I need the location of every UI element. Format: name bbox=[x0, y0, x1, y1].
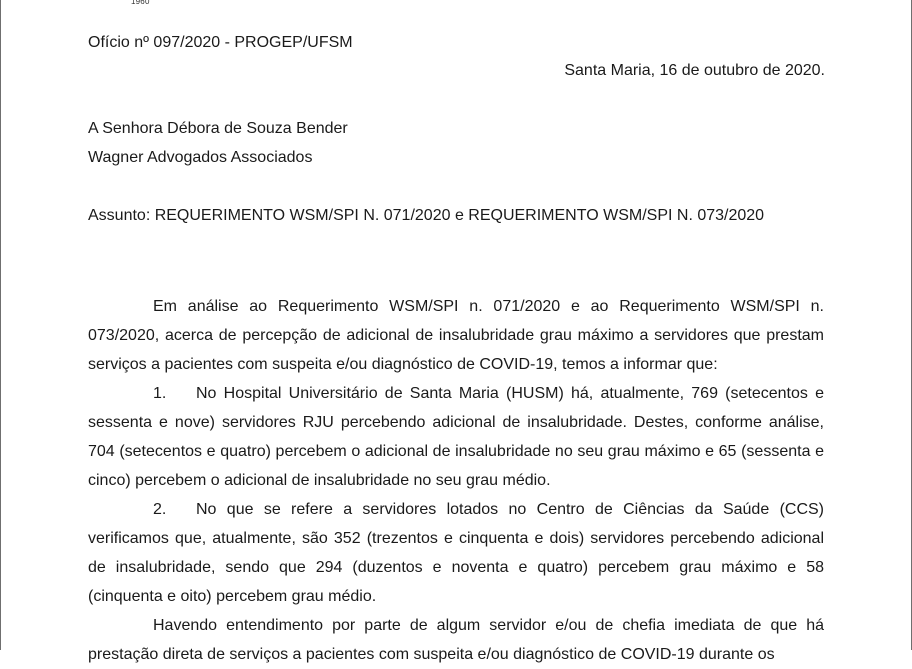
page-left-border bbox=[0, 0, 1, 650]
letterhead-year: 1960 bbox=[131, 0, 150, 6]
recipient-organization: Wagner Advogados Associados bbox=[88, 149, 313, 166]
list-item-1-number: 1. bbox=[153, 385, 167, 402]
intro-paragraph: Em análise ao Requerimento WSM/SPI n. 071/2020 e ao Requerimento WSM/SPI n. 073/2020, acerca de percepção de adicional de insalubridade grau máximo a servidores que prestam serviços a pacientes com suspeita e/ou diagnóstico de COVID-19, temos a informar que: bbox=[88, 298, 824, 373]
place-and-date: Santa Maria, 16 de outubro de 2020. bbox=[564, 62, 825, 79]
subject-line: Assunto: REQUERIMENTO WSM/SPI N. 071/2020 e REQUERIMENTO WSM/SPI N. 073/2020 bbox=[88, 207, 765, 224]
closing-paragraph: Havendo entendimento por parte de algum servidor e/ou de chefia imediata de que há prestação direta de serviços a pacientes com suspeita e/ou diagnóstico de COVID-19 durante os bbox=[88, 617, 824, 663]
list-item-1 bbox=[88, 379, 824, 495]
list-item-1-text: No Hospital Universitário de Santa Maria (HUSM) há, atualmente, 769 (setecentos e sessenta e nove) servidores RJU percebendo adicional de insalubridade. Destes, conforme análise, 704 (setecentos e quatro) percebem o adicional de insalubridade no seu grau máximo e 65 (sessenta e cinco) percebem o adicional de insalubridade no seu grau médio. bbox=[88, 385, 824, 489]
recipient-name: A Senhora Débora de Souza Bender bbox=[88, 120, 348, 137]
list-item-2 bbox=[88, 495, 824, 611]
list-item-2-text: No que se refere a servidores lotados no Centro de Ciências da Saúde (CCS) verificamos que, atualmente, são 352 (trezentos e cinquenta e dois) servidores percebendo adicional de insalubridade, sendo que 294 (duzentos e noventa e quatro) percebem grau máximo e 58 (cinquenta e oito) percebem grau médio. bbox=[88, 501, 824, 605]
list-item-2-number: 2. bbox=[153, 501, 167, 518]
document-reference: Ofício nº 097/2020 - PROGEP/UFSM bbox=[88, 34, 353, 51]
